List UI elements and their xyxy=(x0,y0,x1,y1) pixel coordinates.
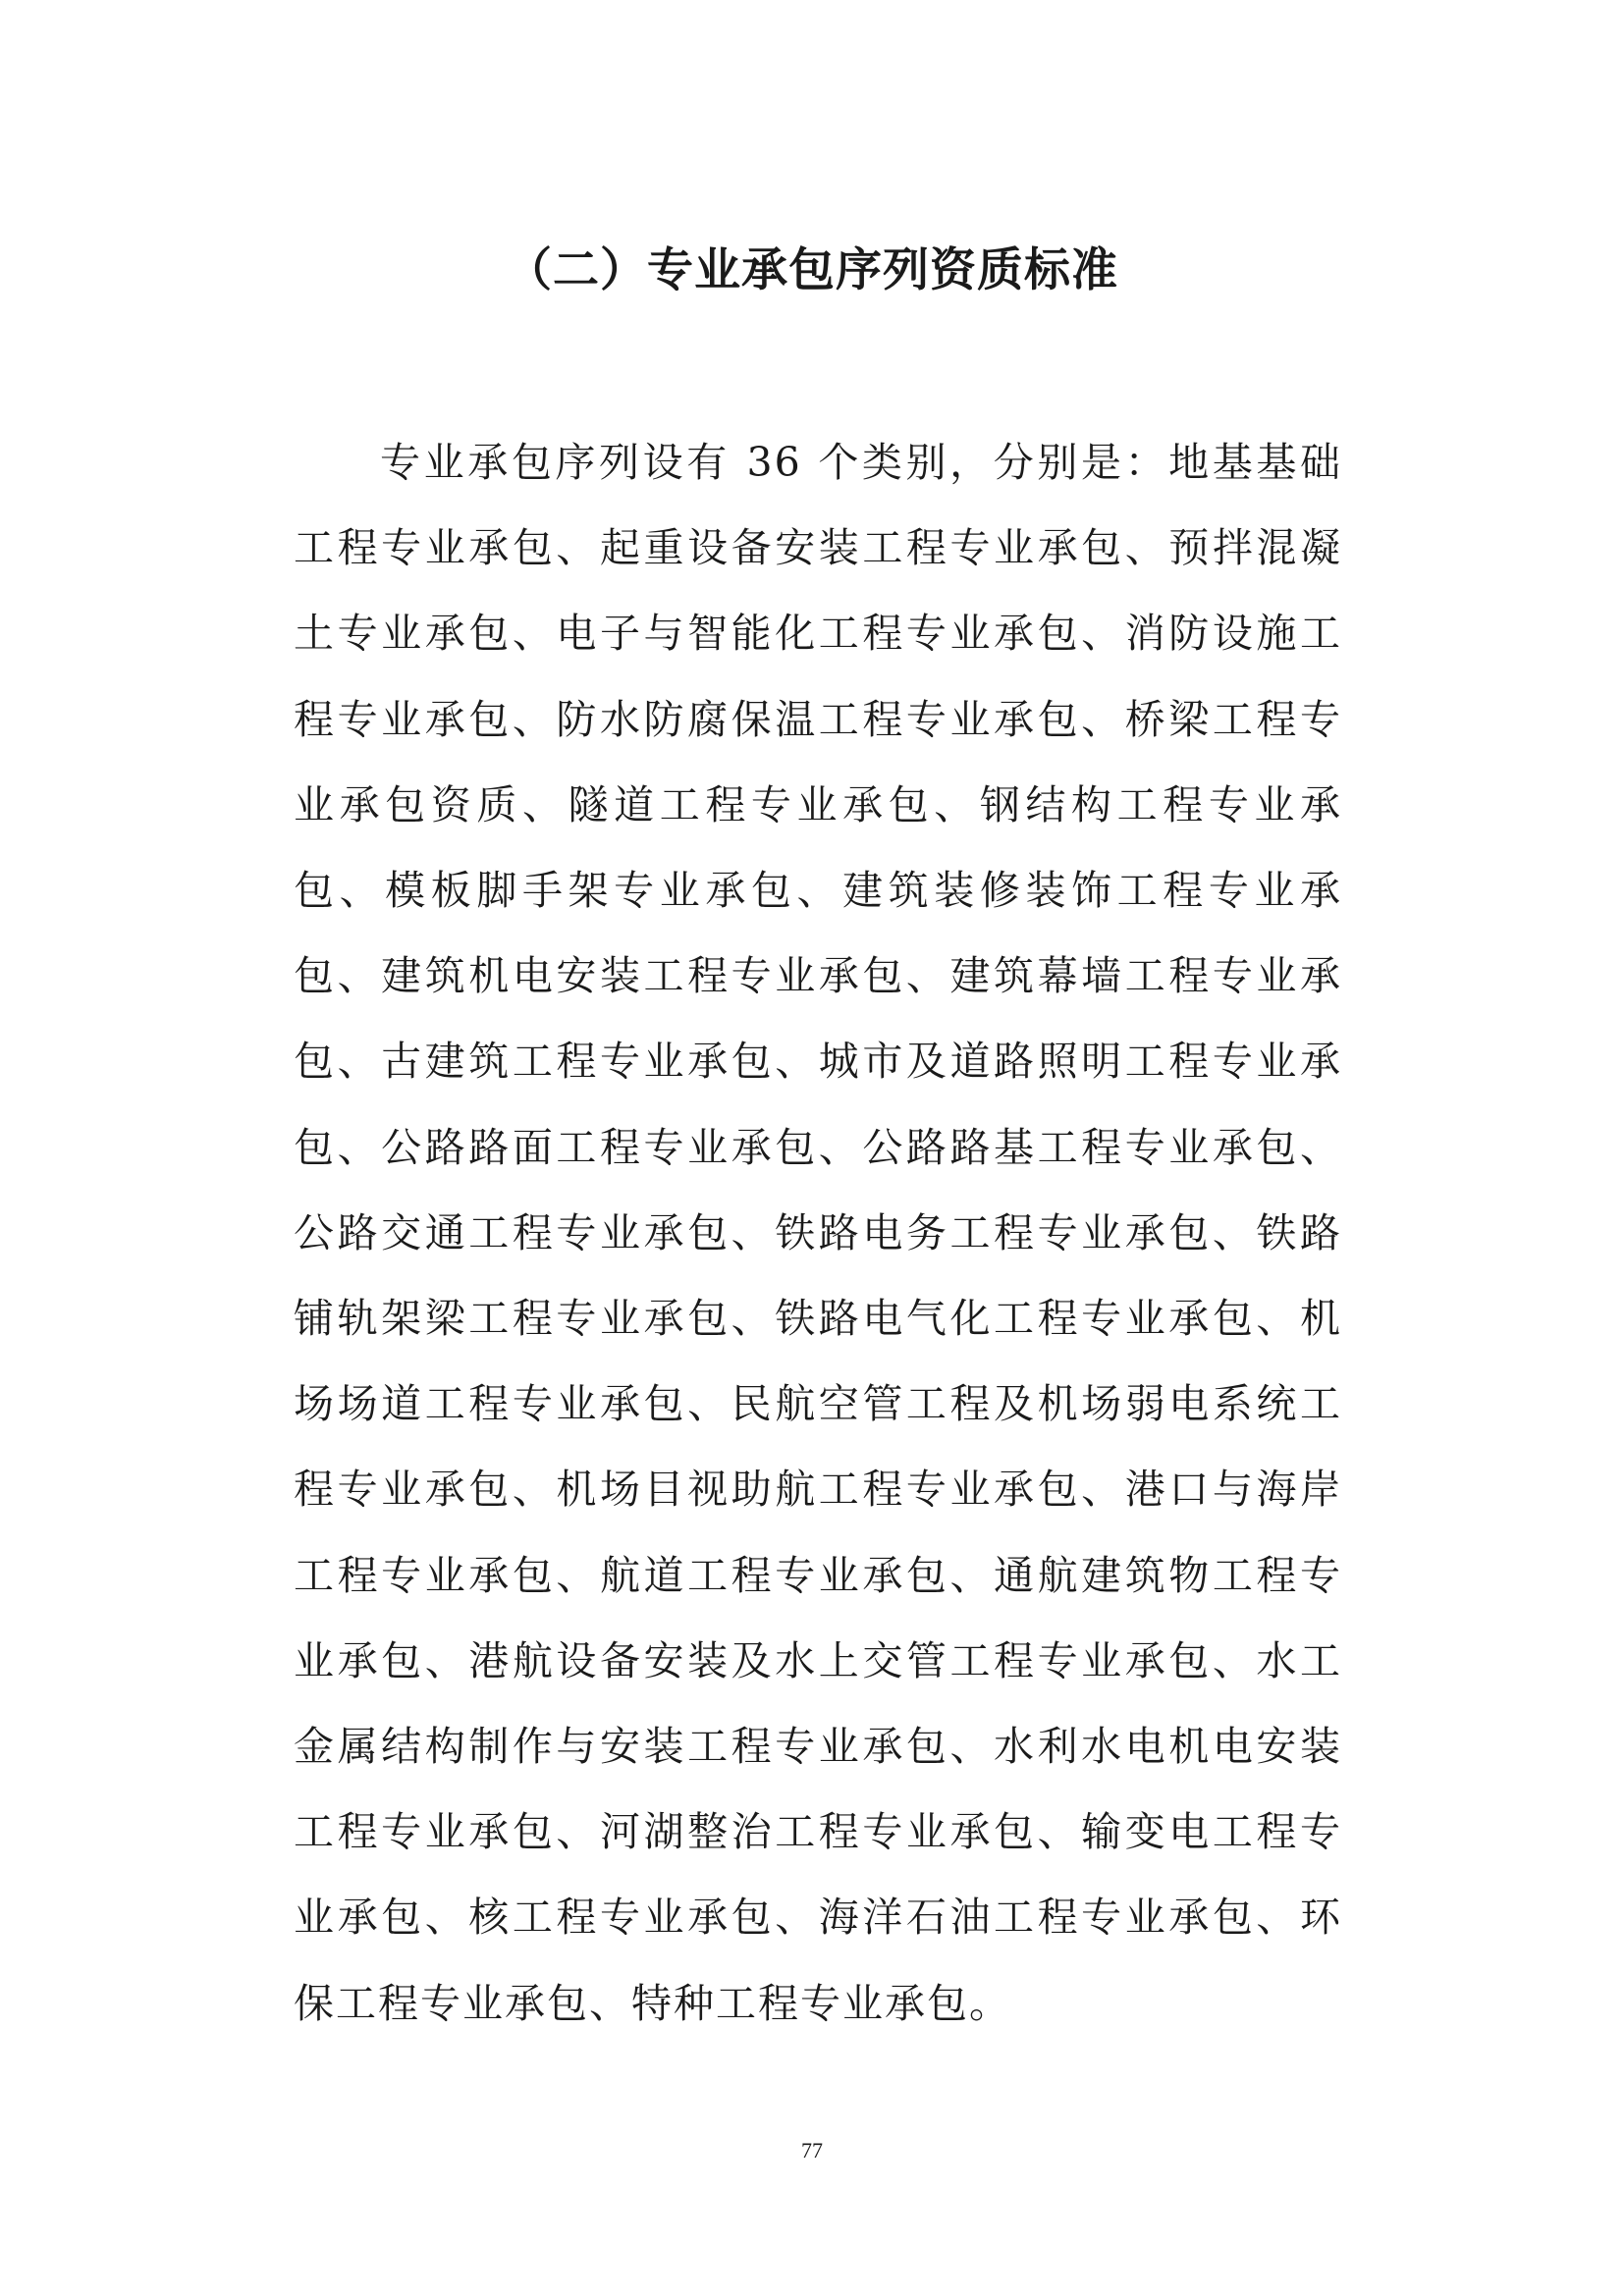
page-number: 77 xyxy=(801,2138,823,2163)
section-title: （二）专业承包序列资质标准 xyxy=(506,243,1118,297)
body-paragraph: 专业承包序列设有 36 个类别，分别是：地基基础工程专业承包、起重设备安装工程专业承包、预拌混凝土专业承包、电子与智能化工程专业承包、消防设施工程专业承包、防水防腐保温工程专业承包、桥梁工程专业承包资质、隧道工程专业承包、钢结构工程专业承包、模板脚手架专业承包、建筑装修装饰工程专业承包、建筑机电安装工程专业承包、建筑幕墙工程专业承包、古建筑工程专业承包、城市及道路照明工程专业承包、公路路面工程专业承包、公路路基工程专业承包、公路交通工程专业承包、铁路电务工程专业承包、铁路铺轨架梁工程专业承包、铁路电气化工程专业承包、机场场道工程专业承包、民航空管工程及机场弱电系统工程专业承包、机场目视助航工程专业承包、港口与海岸工程专业承包、航道工程专业承包、通航建筑物工程专业承包、港航设备安装及水上交管工程专业承包、水工金属结构制作与安装工程专业承包、水利水电机电安装工程专业承包、河湖整治工程专业承包、输变电工程专业承包、核工程专业承包、海洋石油工程专业承包、环保工程专业承包、特种工程专业承包。 xyxy=(294,439,1342,2027)
